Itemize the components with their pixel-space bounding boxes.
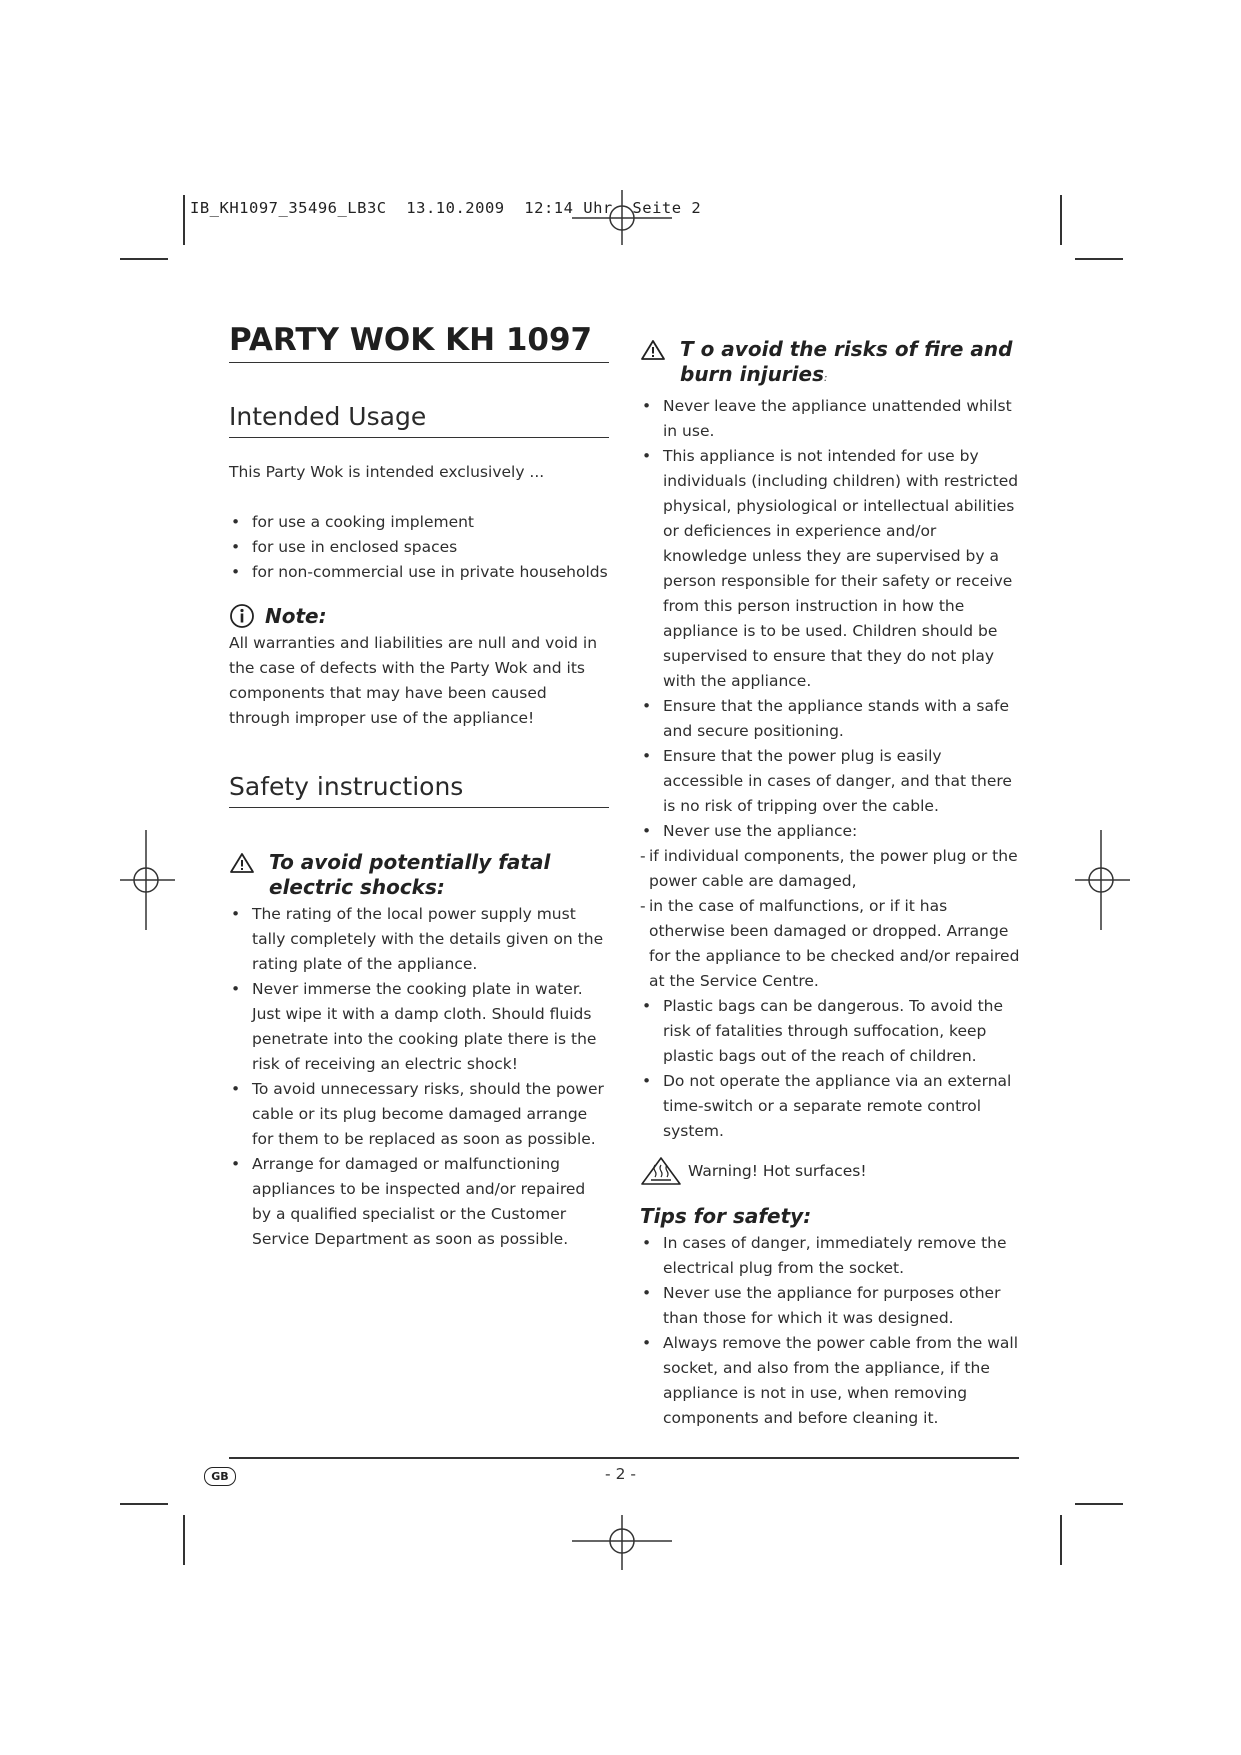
page-title: PARTY WOK KH 1097 <box>229 320 609 363</box>
warning-triangle-icon <box>640 339 666 361</box>
list-item: • Arrange for damaged or malfunctioning appliances to be inspected and/or repaired by a qualified specialist or the Customer Service Department as soon as possible. <box>229 1152 609 1252</box>
fire-burn-heading-text: T o avoid the risks of fire and burn injuries <box>680 337 1013 386</box>
list-item: • Ensure that the appliance stands with a safe and secure positioning. <box>640 694 1020 744</box>
hot-surface-text: Warning! Hot surfaces! <box>688 1162 867 1180</box>
list-item: • Ensure that the power plug is easily accessible in cases of danger, and that there is no risk of tripping over the cable. <box>640 744 1020 819</box>
crop-mark <box>1060 1515 1062 1565</box>
intended-usage-list <box>229 510 609 585</box>
info-icon <box>229 603 255 629</box>
hot-surface-icon <box>640 1156 682 1186</box>
right-column <box>640 337 1020 1431</box>
list-item: • The rating of the local power supply must tally completely with the details given on the rating plate of the appliance. <box>229 902 609 977</box>
list-item: • for use in enclosed spaces <box>229 535 609 560</box>
fire-burn-heading <box>640 337 1020 391</box>
safety-instructions-heading: Safety instructions <box>229 769 609 808</box>
note-heading: Note: <box>265 603 327 628</box>
electric-shock-heading-text: To avoid potentially fatal electric shocks: <box>269 850 551 899</box>
fire-burn-list <box>640 394 1020 1144</box>
electric-shock-list <box>229 902 609 1252</box>
crop-mark <box>120 258 168 260</box>
sub-list-item: - if individual components, the power plug or the power cable are damaged, <box>640 844 1020 894</box>
crop-mark <box>1075 1503 1123 1505</box>
electric-shock-heading <box>229 850 609 900</box>
fire-burn-heading-suffix: : <box>824 373 828 384</box>
registration-mark-bottom <box>572 1515 672 1570</box>
left-column <box>229 320 609 1252</box>
never-use-sublist <box>640 844 1020 994</box>
registration-mark-left <box>120 830 175 930</box>
registration-mark-right <box>1075 830 1130 930</box>
list-item <box>640 819 1020 994</box>
registration-mark-top <box>572 190 672 245</box>
tips-list <box>640 1231 1020 1431</box>
never-use-label: Never use the appliance: <box>663 822 858 840</box>
intended-usage-heading: Intended Usage <box>229 399 609 438</box>
note-heading-row <box>229 603 609 629</box>
intended-usage-intro: This Party Wok is intended exclusively ... <box>229 463 545 481</box>
page-number: - 2 - <box>605 1465 636 1483</box>
hot-surface-warning <box>640 1156 1020 1186</box>
crop-mark <box>1075 258 1123 260</box>
list-item: • Never immerse the cooking plate in water. Just wipe it with a damp cloth. Should fluids penetrate into the cooking plate there is the risk of receiving an electric shock! <box>229 977 609 1077</box>
footer-rule <box>229 1457 1019 1459</box>
list-item: • This appliance is not intended for use by individuals (including children) with restricted physical, physiological or intellectual abilities or deficiences in experience and/or knowledge unless they are supervised by a person responsible for their safety or receive from this person instruction in how the appliance is to be used. Children should be supervised to ensure that they do not play with the appliance. <box>640 444 1020 694</box>
list-item: • In cases of danger, immediately remove the electrical plug from the socket. <box>640 1231 1020 1281</box>
warning-triangle-icon <box>229 852 255 874</box>
list-item: • for non-commercial use in private households <box>229 560 609 585</box>
crop-mark <box>183 195 185 245</box>
list-item: • for use a cooking implement <box>229 510 609 535</box>
list-item: • Always remove the power cable from the wall socket, and also from the appliance, if the appliance is not in use, when removing components and before cleaning it. <box>640 1331 1020 1431</box>
crop-mark <box>183 1515 185 1565</box>
sub-list-item: - in the case of malfunctions, or if it has otherwise been damaged or dropped. Arrange for the appliance to be checked and/or repaired at the Service Centre. <box>640 894 1020 994</box>
list-item: • Never leave the appliance unattended whilst in use. <box>640 394 1020 444</box>
crop-mark <box>1060 195 1062 245</box>
country-badge: GB <box>204 1467 236 1486</box>
tips-heading: Tips for safety: <box>640 1204 812 1228</box>
list-item: • Plastic bags can be dangerous. To avoid the risk of fatalities through suffocation, keep plastic bags out of the reach of children. <box>640 994 1020 1069</box>
note-text: All warranties and liabilities are null and void in the case of defects with the Party Wok and its components that may have been caused through improper use of the appliance! <box>229 634 598 727</box>
crop-mark <box>120 1503 168 1505</box>
list-item: • Never use the appliance for purposes other than those for which it was designed. <box>640 1281 1020 1331</box>
print-slug: IB_KH1097_35496_LB3C 13.10.2009 12:14 Uhr Seite 2 <box>190 199 702 217</box>
list-item: • To avoid unnecessary risks, should the power cable or its plug become damaged arrange for them to be replaced as soon as possible. <box>229 1077 609 1152</box>
list-item: • Do not operate the appliance via an external time-switch or a separate remote control system. <box>640 1069 1020 1144</box>
